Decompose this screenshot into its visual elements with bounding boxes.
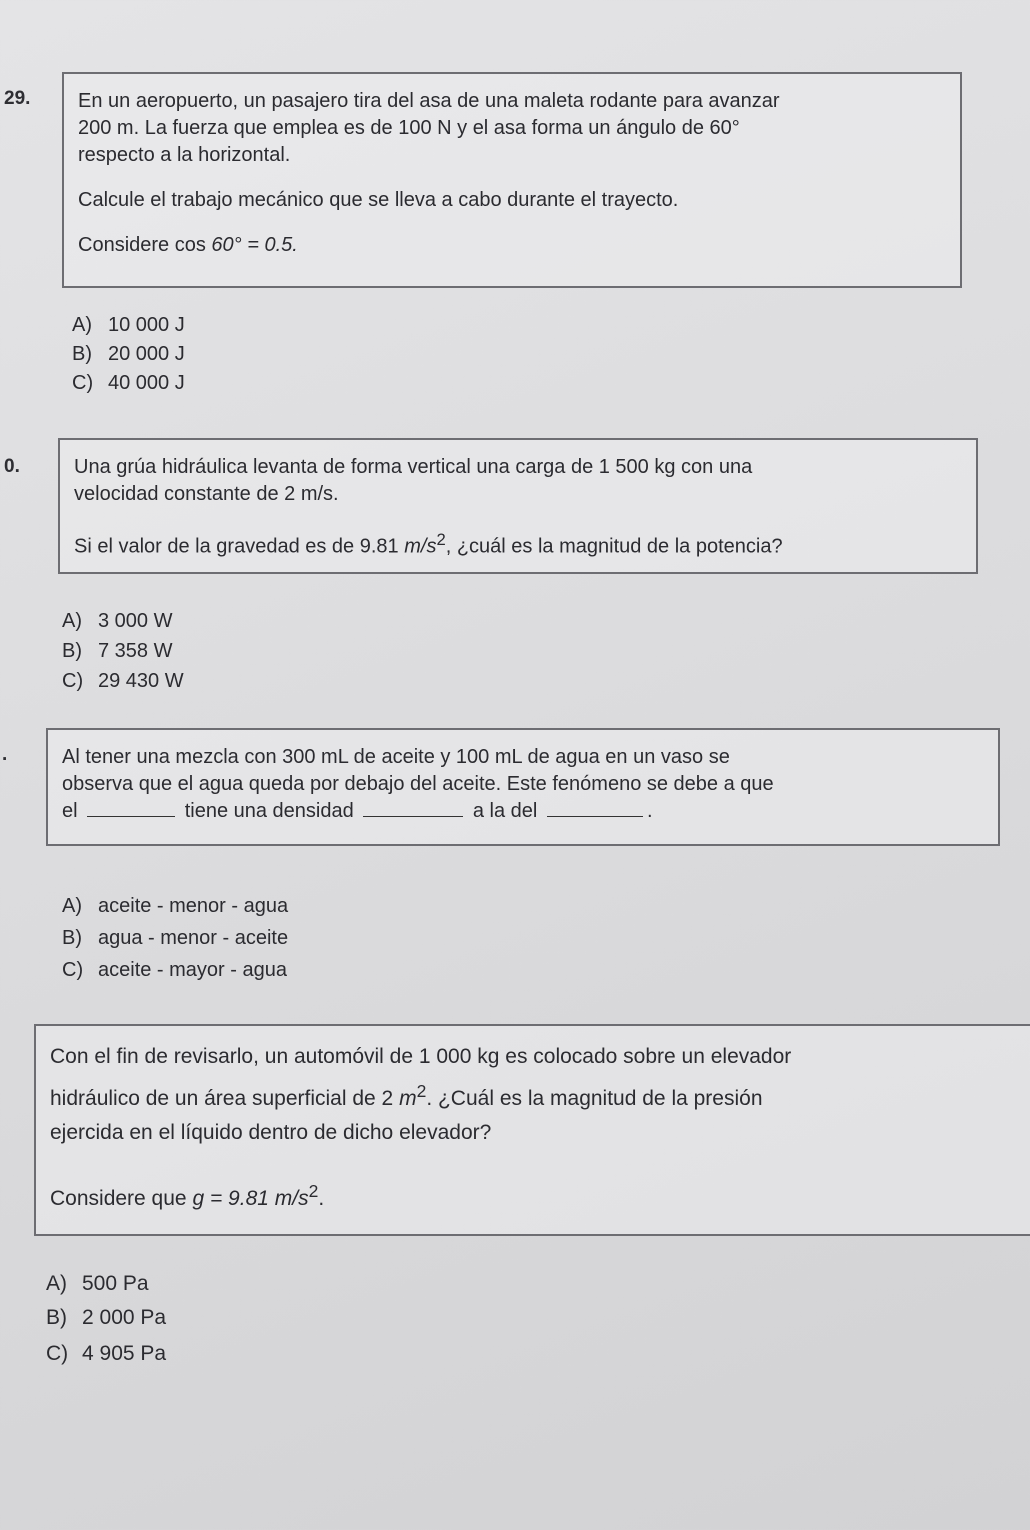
question-32-consider-expr: g = 9.81 bbox=[192, 1187, 275, 1210]
question-29-line-3: respecto a la horizontal. bbox=[78, 144, 291, 166]
option-letter: A) bbox=[46, 1272, 67, 1295]
option-letter: B) bbox=[62, 927, 82, 949]
option-letter: A) bbox=[62, 610, 82, 632]
option-text: aceite - menor - agua bbox=[98, 895, 289, 917]
option-text: 500 Pa bbox=[82, 1272, 149, 1295]
question-30-line-1: Una grúa hidráulica levanta de forma vertical una carga de 1 500 kg con una bbox=[74, 456, 753, 478]
question-30-question-prefix: Si el valor de la gravedad es de bbox=[74, 535, 360, 558]
question-30-number: 0. bbox=[4, 456, 20, 477]
option-letter: A) bbox=[72, 314, 92, 336]
option-letter: B) bbox=[72, 343, 92, 365]
question-31-line-3-end: . bbox=[646, 800, 653, 822]
option-text: agua - menor - aceite bbox=[98, 927, 289, 949]
option-text: 40 000 J bbox=[108, 372, 185, 394]
option-letter: B) bbox=[62, 640, 82, 662]
question-30-line-2: velocidad constante de 2 m/s. bbox=[74, 483, 339, 505]
question-31-line-3-part-3: a la del bbox=[472, 800, 538, 822]
question-32-line-2-suffix: . ¿Cuál es la magnitud de la presión bbox=[426, 1087, 763, 1110]
option-letter: C) bbox=[72, 372, 94, 394]
question-31-box bbox=[46, 728, 1000, 846]
question-30-question bbox=[74, 526, 962, 561]
question-32-consider-exponent: 2 bbox=[308, 1181, 319, 1201]
question-31-line-3-part-1: el bbox=[62, 800, 78, 822]
question-31-line-3-part-2: tiene una densidad bbox=[184, 800, 354, 822]
option-text: 3 000 W bbox=[98, 610, 173, 632]
option-letter: C) bbox=[62, 670, 84, 692]
question-29-line-2: 200 m. La fuerza que emplea es de 100 N y el asa forma un ángulo de 60° bbox=[78, 117, 740, 139]
question-32-line-3: ejercida en el líquido dentro de dicho elevador? bbox=[50, 1121, 492, 1144]
question-30-option-c[interactable] bbox=[62, 670, 184, 693]
question-31-line-1: Al tener una mezcla con 300 mL de aceite y 100 mL de agua en un vaso se bbox=[62, 746, 730, 768]
question-30-option-b[interactable] bbox=[62, 640, 172, 663]
question-29-number: 29. bbox=[4, 88, 31, 109]
option-letter: C) bbox=[46, 1342, 69, 1365]
question-29-box bbox=[62, 72, 962, 288]
question-32-consider-end: . bbox=[318, 1187, 325, 1210]
question-32-line-1: Con el fin de revisarlo, un automóvil de 1 000 kg es colocado sobre un elevador bbox=[50, 1045, 792, 1068]
area-exponent: 2 bbox=[416, 1081, 427, 1101]
question-29-option-a[interactable] bbox=[72, 314, 185, 337]
question-32-line-2-prefix: hidráulico de un área superficial de bbox=[50, 1087, 382, 1110]
option-text: 4 905 Pa bbox=[82, 1342, 167, 1365]
question-32-option-b[interactable] bbox=[46, 1306, 166, 1330]
area-unit: m bbox=[399, 1087, 417, 1110]
question-32-option-c[interactable] bbox=[46, 1342, 166, 1366]
option-text: aceite - mayor - agua bbox=[98, 959, 287, 981]
question-29-calc-instruction: Calcule el trabajo mecánico que se lleva a cabo durante el trayecto. bbox=[78, 189, 679, 211]
option-text: 29 430 W bbox=[98, 670, 184, 692]
option-text: 20 000 J bbox=[108, 343, 185, 365]
question-31-line-2: observa que el agua queda por debajo del aceite. Este fenómeno se debe a que bbox=[62, 773, 774, 795]
option-text: 10 000 J bbox=[108, 314, 185, 336]
question-29-consider-prefix: Considere cos bbox=[78, 234, 212, 256]
question-32-option-a[interactable] bbox=[46, 1272, 149, 1296]
question-32-consider bbox=[50, 1174, 1020, 1216]
gravity-exponent: 2 bbox=[436, 530, 446, 549]
option-letter: C) bbox=[62, 959, 84, 981]
question-32-consider-prefix: Considere que bbox=[50, 1187, 193, 1210]
question-31-option-a[interactable] bbox=[62, 895, 288, 918]
question-31-line-3 bbox=[62, 798, 984, 825]
question-32-line-2 bbox=[50, 1074, 1020, 1116]
question-32-box bbox=[34, 1024, 1030, 1236]
question-29-consider-expr: 60° = 0.5. bbox=[211, 234, 298, 256]
question-30-option-a[interactable] bbox=[62, 610, 172, 633]
question-29-line-1: En un aeropuerto, un pasajero tira del asa de una maleta rodante para avanzar bbox=[78, 90, 780, 112]
gravity-unit: m/s bbox=[404, 535, 437, 558]
answer-blank-2[interactable] bbox=[363, 814, 463, 817]
answer-blank-1[interactable] bbox=[87, 814, 175, 817]
option-letter: A) bbox=[62, 895, 82, 917]
answer-blank-3[interactable] bbox=[547, 814, 643, 817]
option-letter: B) bbox=[46, 1306, 67, 1329]
question-29-consider bbox=[78, 232, 946, 259]
question-30-question-suffix: , ¿cuál es la magnitud de la potencia? bbox=[445, 535, 783, 558]
option-text: 7 358 W bbox=[98, 640, 173, 662]
area-value: 2 bbox=[381, 1087, 394, 1110]
gravity-value: 9.81 bbox=[359, 535, 399, 558]
question-29-option-c[interactable] bbox=[72, 372, 185, 395]
option-text: 2 000 Pa bbox=[82, 1306, 167, 1329]
question-29-option-b[interactable] bbox=[72, 343, 185, 366]
question-30-box bbox=[58, 438, 978, 574]
question-32-consider-unit: m/s bbox=[274, 1187, 309, 1210]
question-31-option-c[interactable] bbox=[62, 959, 287, 982]
question-31-option-b[interactable] bbox=[62, 927, 288, 950]
question-31-number: . bbox=[2, 744, 8, 765]
